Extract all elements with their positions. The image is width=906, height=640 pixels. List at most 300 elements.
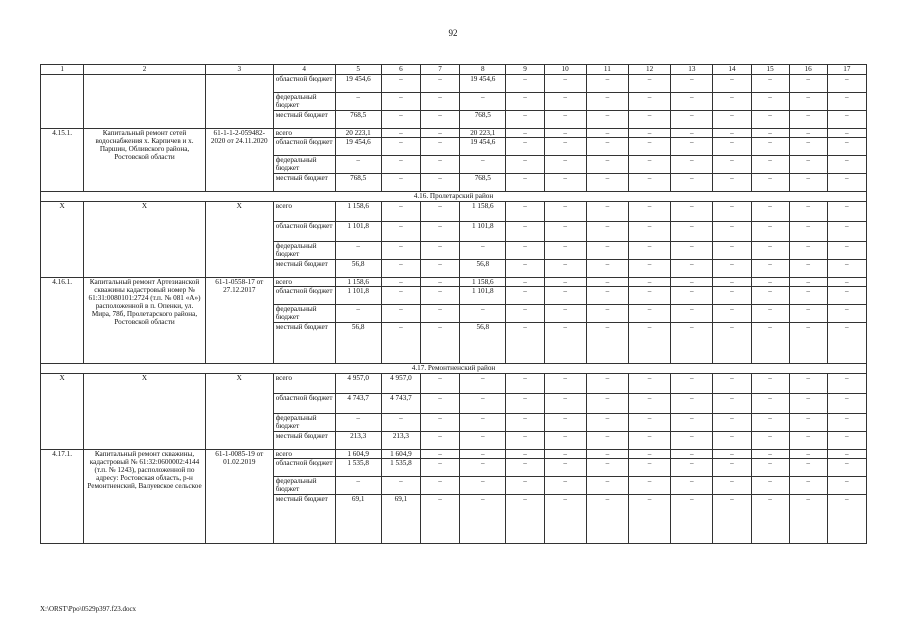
value-cell: – bbox=[420, 75, 459, 93]
value-cell: – bbox=[713, 305, 751, 323]
value-cell: – bbox=[789, 260, 827, 278]
column-header: 17 bbox=[827, 65, 866, 75]
value-cell: – bbox=[827, 450, 866, 459]
value-cell: – bbox=[827, 323, 866, 364]
value-cell: – bbox=[544, 394, 586, 414]
value-cell: – bbox=[381, 202, 420, 222]
value-cell: – bbox=[789, 111, 827, 129]
value-cell: – bbox=[628, 450, 670, 459]
value-cell: – bbox=[827, 202, 866, 222]
value-cell: 213,3 bbox=[335, 432, 381, 450]
column-header: 6 bbox=[381, 65, 420, 75]
empty-cell bbox=[41, 75, 84, 129]
budget-label: местный бюджет bbox=[273, 111, 335, 129]
value-cell: – bbox=[586, 260, 628, 278]
value-cell: – bbox=[671, 394, 713, 414]
budget-label: всего bbox=[273, 374, 335, 394]
value-cell: – bbox=[628, 174, 670, 192]
value-cell: – bbox=[671, 156, 713, 174]
value-cell: – bbox=[544, 260, 586, 278]
budget-label: федеральный бюджет bbox=[273, 414, 335, 432]
value-cell: – bbox=[671, 242, 713, 260]
value-cell: – bbox=[713, 414, 751, 432]
value-cell: 1 158,6 bbox=[460, 278, 506, 287]
value-cell: – bbox=[628, 394, 670, 414]
value-cell: – bbox=[544, 111, 586, 129]
value-cell: – bbox=[544, 202, 586, 222]
value-cell: – bbox=[381, 477, 420, 495]
budget-label: местный бюджет bbox=[273, 323, 335, 364]
value-cell: – bbox=[671, 323, 713, 364]
value-cell: – bbox=[335, 477, 381, 495]
value-cell: – bbox=[827, 156, 866, 174]
value-cell: – bbox=[628, 477, 670, 495]
value-cell: – bbox=[586, 323, 628, 364]
value-cell: – bbox=[420, 432, 459, 450]
value-cell: – bbox=[544, 477, 586, 495]
value-cell: – bbox=[460, 305, 506, 323]
value-cell: – bbox=[713, 174, 751, 192]
value-cell: – bbox=[420, 495, 459, 544]
value-cell: – bbox=[827, 459, 866, 477]
value-cell: – bbox=[381, 305, 420, 323]
value-cell: – bbox=[381, 323, 420, 364]
value-cell: – bbox=[789, 93, 827, 111]
value-cell: – bbox=[381, 93, 420, 111]
value-cell: – bbox=[586, 394, 628, 414]
value-cell: – bbox=[460, 374, 506, 394]
value-cell: – bbox=[671, 111, 713, 129]
value-cell: – bbox=[420, 450, 459, 459]
table-row bbox=[41, 129, 867, 138]
value-cell: – bbox=[751, 305, 789, 323]
value-cell: 4 957,0 bbox=[381, 374, 420, 394]
value-cell: – bbox=[671, 477, 713, 495]
value-cell: – bbox=[789, 477, 827, 495]
value-cell: – bbox=[751, 414, 789, 432]
value-cell: – bbox=[671, 374, 713, 394]
value-cell: – bbox=[713, 278, 751, 287]
value-cell: – bbox=[789, 450, 827, 459]
value-cell: – bbox=[506, 450, 544, 459]
value-cell: – bbox=[751, 278, 789, 287]
value-cell: – bbox=[671, 414, 713, 432]
value-cell: 20 223,1 bbox=[335, 129, 381, 138]
value-cell: 1 158,6 bbox=[335, 278, 381, 287]
value-cell: – bbox=[713, 495, 751, 544]
value-cell: – bbox=[506, 287, 544, 305]
value-cell: – bbox=[586, 450, 628, 459]
value-cell: – bbox=[506, 242, 544, 260]
value-cell: – bbox=[586, 174, 628, 192]
column-header: 1 bbox=[41, 65, 84, 75]
value-cell: – bbox=[751, 174, 789, 192]
table-row bbox=[41, 75, 867, 93]
value-cell: – bbox=[713, 93, 751, 111]
value-cell: – bbox=[671, 459, 713, 477]
value-cell: – bbox=[420, 394, 459, 414]
value-cell: – bbox=[789, 323, 827, 364]
value-cell: – bbox=[789, 305, 827, 323]
value-cell: – bbox=[544, 432, 586, 450]
value-cell: – bbox=[506, 477, 544, 495]
value-cell: – bbox=[544, 93, 586, 111]
value-cell: 69,1 bbox=[381, 495, 420, 544]
value-cell: – bbox=[628, 305, 670, 323]
value-cell: – bbox=[460, 459, 506, 477]
value-cell: – bbox=[789, 495, 827, 544]
value-cell: – bbox=[713, 260, 751, 278]
value-cell: – bbox=[827, 174, 866, 192]
item-description: Капитальный ремонт Артезианской скважины кадастровый номер № 61:31:0080101:2724 (т.п. № 081 «А») расположенной в п. Опенки, ул. Мира, 78б, Пролетарского района, Ростовской области bbox=[84, 278, 206, 364]
value-cell: – bbox=[420, 374, 459, 394]
value-cell: 1 158,6 bbox=[335, 202, 381, 222]
value-cell: – bbox=[381, 174, 420, 192]
value-cell: – bbox=[789, 287, 827, 305]
value-cell: – bbox=[506, 202, 544, 222]
value-cell: – bbox=[420, 477, 459, 495]
value-cell: – bbox=[586, 477, 628, 495]
value-cell: – bbox=[460, 242, 506, 260]
value-cell: – bbox=[628, 414, 670, 432]
value-cell: – bbox=[789, 222, 827, 242]
value-cell: – bbox=[628, 459, 670, 477]
x-mark: Х bbox=[84, 202, 206, 278]
value-cell: – bbox=[789, 129, 827, 138]
value-cell: – bbox=[671, 222, 713, 242]
value-cell: – bbox=[335, 242, 381, 260]
budget-label: федеральный бюджет bbox=[273, 156, 335, 174]
value-cell: – bbox=[827, 222, 866, 242]
budget-label: областной бюджет bbox=[273, 394, 335, 414]
value-cell: – bbox=[789, 174, 827, 192]
value-cell: – bbox=[506, 394, 544, 414]
value-cell: – bbox=[506, 222, 544, 242]
value-cell: 213,3 bbox=[381, 432, 420, 450]
value-cell: – bbox=[586, 75, 628, 93]
value-cell: – bbox=[420, 287, 459, 305]
value-cell: – bbox=[713, 477, 751, 495]
column-header: 8 bbox=[460, 65, 506, 75]
empty-cell bbox=[205, 75, 273, 129]
value-cell: – bbox=[506, 495, 544, 544]
budget-label: областной бюджет bbox=[273, 287, 335, 305]
value-cell: – bbox=[506, 432, 544, 450]
value-cell: – bbox=[420, 278, 459, 287]
value-cell: – bbox=[381, 222, 420, 242]
x-mark: Х bbox=[84, 374, 206, 450]
value-cell: – bbox=[335, 414, 381, 432]
value-cell: – bbox=[628, 129, 670, 138]
value-cell: – bbox=[506, 278, 544, 287]
value-cell: 4 957,0 bbox=[335, 374, 381, 394]
value-cell: – bbox=[586, 374, 628, 394]
value-cell: – bbox=[586, 305, 628, 323]
column-header: 14 bbox=[713, 65, 751, 75]
item-code: 61-1-0085-19 от 01.02.2019 bbox=[205, 450, 273, 544]
value-cell: – bbox=[789, 432, 827, 450]
value-cell: – bbox=[789, 242, 827, 260]
value-cell: – bbox=[544, 75, 586, 93]
value-cell: – bbox=[420, 242, 459, 260]
value-cell: – bbox=[506, 138, 544, 156]
value-cell: – bbox=[628, 287, 670, 305]
column-header: 10 bbox=[544, 65, 586, 75]
value-cell: – bbox=[713, 374, 751, 394]
value-cell: – bbox=[628, 432, 670, 450]
value-cell: – bbox=[628, 260, 670, 278]
value-cell: – bbox=[827, 93, 866, 111]
column-header: 4 bbox=[273, 65, 335, 75]
value-cell: – bbox=[586, 129, 628, 138]
value-cell: – bbox=[751, 242, 789, 260]
value-cell: – bbox=[671, 260, 713, 278]
value-cell: – bbox=[506, 414, 544, 432]
column-header: 15 bbox=[751, 65, 789, 75]
item-code: 61-1-1-2-059482-2020 от 24.11.2020 bbox=[205, 129, 273, 192]
budget-label: местный бюджет bbox=[273, 260, 335, 278]
value-cell: – bbox=[751, 394, 789, 414]
budget-label: областной бюджет bbox=[273, 75, 335, 93]
budget-label: федеральный бюджет bbox=[273, 93, 335, 111]
value-cell: – bbox=[713, 129, 751, 138]
value-cell: – bbox=[713, 432, 751, 450]
value-cell: 19 454,6 bbox=[460, 138, 506, 156]
value-cell: – bbox=[671, 450, 713, 459]
value-cell: – bbox=[460, 394, 506, 414]
value-cell: – bbox=[506, 111, 544, 129]
value-cell: – bbox=[751, 129, 789, 138]
item-number: 4.16.1. bbox=[41, 278, 84, 364]
value-cell: – bbox=[671, 174, 713, 192]
value-cell: – bbox=[420, 260, 459, 278]
value-cell: – bbox=[713, 111, 751, 129]
value-cell: – bbox=[789, 156, 827, 174]
budget-label: федеральный бюджет bbox=[273, 242, 335, 260]
value-cell: – bbox=[713, 323, 751, 364]
value-cell: – bbox=[713, 242, 751, 260]
value-cell: – bbox=[827, 138, 866, 156]
item-number: 4.15.1. bbox=[41, 129, 84, 192]
value-cell: – bbox=[586, 278, 628, 287]
value-cell: – bbox=[544, 174, 586, 192]
column-header: 7 bbox=[420, 65, 459, 75]
value-cell: – bbox=[460, 156, 506, 174]
table-row bbox=[41, 192, 867, 202]
value-cell: – bbox=[751, 156, 789, 174]
value-cell: – bbox=[506, 260, 544, 278]
table-row bbox=[41, 202, 867, 222]
value-cell: – bbox=[713, 156, 751, 174]
value-cell: – bbox=[827, 242, 866, 260]
value-cell: – bbox=[381, 111, 420, 129]
value-cell: – bbox=[827, 305, 866, 323]
value-cell: – bbox=[506, 156, 544, 174]
value-cell: – bbox=[628, 222, 670, 242]
value-cell: – bbox=[544, 222, 586, 242]
value-cell: – bbox=[827, 394, 866, 414]
value-cell: – bbox=[420, 156, 459, 174]
value-cell: – bbox=[586, 138, 628, 156]
budget-label: всего bbox=[273, 202, 335, 222]
value-cell: 1 101,8 bbox=[335, 287, 381, 305]
value-cell: – bbox=[335, 93, 381, 111]
value-cell: – bbox=[751, 202, 789, 222]
page-number: 92 bbox=[448, 28, 458, 38]
value-cell: – bbox=[671, 138, 713, 156]
budget-label: всего bbox=[273, 129, 335, 138]
value-cell: – bbox=[827, 129, 866, 138]
value-cell: 56,8 bbox=[460, 260, 506, 278]
value-cell: 1 604,9 bbox=[381, 450, 420, 459]
section-title: 4.17. Ремонтненский район bbox=[41, 364, 867, 374]
value-cell: – bbox=[628, 156, 670, 174]
value-cell: – bbox=[381, 414, 420, 432]
value-cell: 1 101,8 bbox=[460, 287, 506, 305]
value-cell: – bbox=[544, 278, 586, 287]
value-cell: – bbox=[420, 202, 459, 222]
column-header: 3 bbox=[205, 65, 273, 75]
value-cell: – bbox=[628, 278, 670, 287]
column-header: 2 bbox=[84, 65, 206, 75]
value-cell: – bbox=[586, 414, 628, 432]
value-cell: – bbox=[420, 138, 459, 156]
value-cell: – bbox=[460, 414, 506, 432]
x-mark: Х bbox=[41, 374, 84, 450]
table-row bbox=[41, 364, 867, 374]
value-cell: – bbox=[789, 459, 827, 477]
value-cell: – bbox=[506, 129, 544, 138]
value-cell: – bbox=[713, 75, 751, 93]
value-cell: – bbox=[460, 450, 506, 459]
value-cell: – bbox=[586, 156, 628, 174]
value-cell: 4 743,7 bbox=[335, 394, 381, 414]
column-header: 11 bbox=[586, 65, 628, 75]
value-cell: – bbox=[751, 450, 789, 459]
value-cell: – bbox=[586, 202, 628, 222]
x-mark: Х bbox=[205, 374, 273, 450]
value-cell: 1 158,6 bbox=[460, 202, 506, 222]
value-cell: – bbox=[544, 129, 586, 138]
value-cell: 20 223,1 bbox=[460, 129, 506, 138]
value-cell: – bbox=[751, 459, 789, 477]
item-description: Капитальный ремонт сетей водоснабжения х. Карпичев и х. Паршин, Обливского района, Ростовской области bbox=[84, 129, 206, 192]
value-cell: – bbox=[335, 156, 381, 174]
value-cell: – bbox=[671, 93, 713, 111]
value-cell: – bbox=[381, 129, 420, 138]
table-row bbox=[41, 450, 867, 459]
budget-label: всего bbox=[273, 450, 335, 459]
column-header: 16 bbox=[789, 65, 827, 75]
budget-label: федеральный бюджет bbox=[273, 305, 335, 323]
value-cell: – bbox=[586, 93, 628, 111]
value-cell: – bbox=[713, 222, 751, 242]
value-cell: – bbox=[420, 222, 459, 242]
value-cell: – bbox=[751, 138, 789, 156]
value-cell: – bbox=[751, 323, 789, 364]
value-cell: 56,8 bbox=[460, 323, 506, 364]
value-cell: 19 454,6 bbox=[335, 138, 381, 156]
value-cell: – bbox=[544, 287, 586, 305]
value-cell: – bbox=[628, 75, 670, 93]
value-cell: – bbox=[460, 93, 506, 111]
value-cell: – bbox=[628, 495, 670, 544]
value-cell: – bbox=[751, 495, 789, 544]
column-header: 9 bbox=[506, 65, 544, 75]
value-cell: – bbox=[827, 432, 866, 450]
value-cell: 768,5 bbox=[460, 111, 506, 129]
value-cell: – bbox=[713, 450, 751, 459]
column-header: 12 bbox=[628, 65, 670, 75]
value-cell: – bbox=[628, 93, 670, 111]
value-cell: – bbox=[827, 278, 866, 287]
value-cell: 1 535,8 bbox=[381, 459, 420, 477]
value-cell: – bbox=[751, 93, 789, 111]
value-cell: – bbox=[544, 242, 586, 260]
value-cell: – bbox=[420, 414, 459, 432]
value-cell: – bbox=[381, 278, 420, 287]
value-cell: – bbox=[381, 138, 420, 156]
value-cell: 19 454,6 bbox=[460, 75, 506, 93]
value-cell: – bbox=[751, 477, 789, 495]
value-cell: – bbox=[751, 111, 789, 129]
budget-table bbox=[40, 64, 867, 544]
value-cell: – bbox=[751, 260, 789, 278]
value-cell: – bbox=[751, 222, 789, 242]
value-cell: – bbox=[420, 174, 459, 192]
budget-label: федеральный бюджет bbox=[273, 477, 335, 495]
value-cell: – bbox=[671, 495, 713, 544]
value-cell: – bbox=[827, 111, 866, 129]
value-cell: – bbox=[544, 374, 586, 394]
value-cell: 1 535,8 bbox=[335, 459, 381, 477]
value-cell: – bbox=[713, 394, 751, 414]
file-path-footer: X:\ORST\Ppo\0529p397.f23.docx bbox=[40, 605, 137, 613]
value-cell: – bbox=[789, 75, 827, 93]
value-cell: – bbox=[506, 323, 544, 364]
table-row bbox=[41, 374, 867, 394]
value-cell: – bbox=[789, 414, 827, 432]
budget-label: местный бюджет bbox=[273, 432, 335, 450]
value-cell: – bbox=[671, 75, 713, 93]
item-description: Капитальный ремонт скважины, кадастровый № 61:32:0600002:4144 (т.п. № 1243), расположенной по адресу: Ростовская область, р-н Ремонтненский, Валуевское сельское bbox=[84, 450, 206, 544]
value-cell: – bbox=[460, 477, 506, 495]
value-cell: – bbox=[381, 260, 420, 278]
value-cell: – bbox=[586, 111, 628, 129]
value-cell: 768,5 bbox=[335, 111, 381, 129]
value-cell: – bbox=[671, 129, 713, 138]
budget-label: областной бюджет bbox=[273, 222, 335, 242]
section-title: 4.16. Пролетарский район bbox=[41, 192, 867, 202]
empty-cell bbox=[84, 75, 206, 129]
value-cell: – bbox=[381, 156, 420, 174]
value-cell: 19 454,6 bbox=[335, 75, 381, 93]
value-cell: – bbox=[420, 93, 459, 111]
value-cell: – bbox=[827, 75, 866, 93]
value-cell: – bbox=[506, 305, 544, 323]
value-cell: – bbox=[628, 138, 670, 156]
x-mark: Х bbox=[205, 202, 273, 278]
value-cell: – bbox=[789, 278, 827, 287]
value-cell: – bbox=[420, 323, 459, 364]
value-cell: – bbox=[789, 202, 827, 222]
value-cell: 1 101,8 bbox=[335, 222, 381, 242]
value-cell: 56,8 bbox=[335, 323, 381, 364]
value-cell: – bbox=[671, 287, 713, 305]
value-cell: 1 604,9 bbox=[335, 450, 381, 459]
value-cell: 768,5 bbox=[460, 174, 506, 192]
value-cell: – bbox=[751, 432, 789, 450]
